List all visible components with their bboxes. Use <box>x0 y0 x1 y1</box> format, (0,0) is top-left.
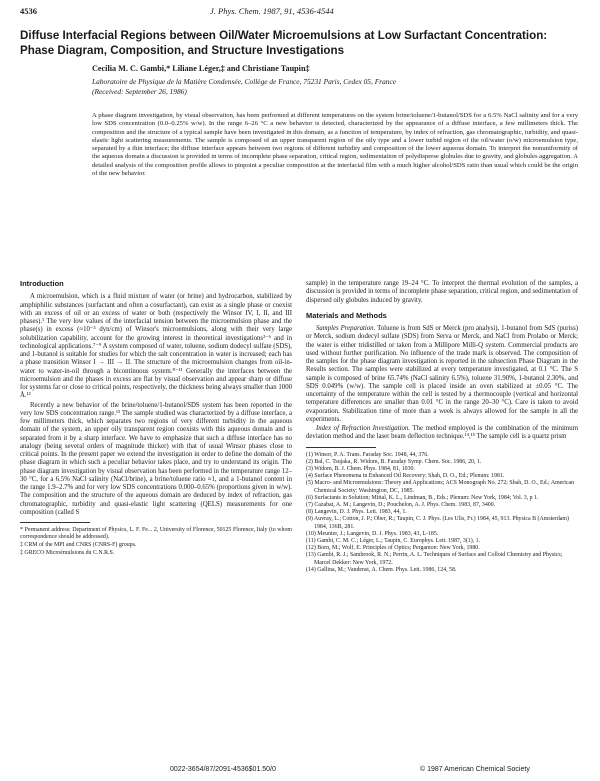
reference-item: (11) Gambi, C. M. C.; Léger, L.; Taupin, C. Europhys. Lett. 1987, 3(1), 1. <box>306 537 481 544</box>
reference-item: (5) Macro- and Microemulsions: Theory and Applications; ACS Monograph No. 272; Shah, D. O., Ed.; American Chemical Society: Washington, DC, 1985. <box>306 480 575 494</box>
intro-continuation: sample) in the temperature range 19–24 °C. To interpret the thermal evolution of the samples, a discussion is provided in terms of incomplete phase separation, critical region, and sedimentation of dispersed oily globules induced by gravity. <box>306 280 578 304</box>
left-column <box>20 280 292 557</box>
reference-item: (12) Born, M.; Wolf, E. Principles of Optics; Pergamon: New York, 1980. <box>306 545 480 552</box>
journal-citation: J. Phys. Chem. 1987, 91, 4536-4544 <box>210 6 334 16</box>
reference-item: (1) Winsor, P. A. Trans. Faraday Soc. 1948, 44, 376. <box>306 451 429 458</box>
article-identifier: 0022-3654/87/2091-4536$01.50/0 <box>170 766 276 773</box>
samples-text: Toluene is from SdS or Merck (pro analysi), 1-butanol from SdS (puriss) or Merck, sodium dodecyl sulfate (SDS) from Serva or Merck, and NaCl from Prolabo or Merck; the water is either tridistilled or taken from a Millipore Milli-Q system. Commercial products are used without further purification. No influence of the trade mark is observed. The composition of the samples for the phase diagram investigation is reported in the subsection Phase Diagram in the Results section. The samples were stabilized at every temperature investigated, at 0.1 °C. The S sample is composed of brine 65.74% (NaCl salinity 6.5%), toluene 31.90%, 1-butanol 2.30%, and SDS 0.049% (w/w). The sample cell is placed inside an oven stabilized at ±0.05 °C. The uncertainty of the temperature within the cell is tested by a thermocouple (vertical and horizontal temperature differences are smaller than 0.01 °C in the range 20–30 °C). Care is taken to avoid evaporation. Stabilization time of more than a week is always allowed for the sample in all the experiments. <box>306 325 578 423</box>
reference-item: (6) Surfactants in Solution; Mittal, K. L., Lindman, B., Eds.; Plenum: New York, 1984; Vol. 3, p 1. <box>306 494 539 501</box>
reference-item: (3) Widom, B. J. Chem. Phys. 1984, 81, 1030. <box>306 465 415 472</box>
copyright-notice: © 1987 American Chemical Society <box>420 766 530 773</box>
reference-item: (13) Gambi, R. J.; Sambrook, R. N.; Perrin, A. L. Techniques of Surface and Colloid Chemistry and Physics; Marcel Dekker: New York, 1972. <box>306 552 563 566</box>
reference-item: (4) Surface Phenomena in Enhanced Oil Recovery; Shah, D. O., Ed.; Plenum: 1981. <box>306 473 505 480</box>
footnotes <box>20 527 292 557</box>
intro-paragraph: Recently a new behavior of the brine/toluene/1-butanol/SDS system has been reported in the very low SDS concentration range.¹³ The sample studied was characterized by a diffuse interface, a few millimeters thick, which separates two regions of very different turbidity in the aqueous domain of the system, an upper oily transparent region coexists with this aqueous domain and is separated from it by a sharp interface. We have to emphasize that such a diffuse interface has no analogy (being several orders of magnitude thicker) with that of usual Winsor phases close to critical points. In the present paper we extend the investigation in order to define the domain of the phase diagram in which such a peculiar behavior takes place, and try to understand its origin. The phase diagram investigation by visual observation has been performed in the temperature range 12–30 °C, for a 6.5% NaCl salinity (NaCl/brine), a brine/toluene ratio ≈1, and a 1-butanol content in the range 1.9–2.7% and for very low SDS concentrations 0.000–0.65% (proportions given in w/w). The composition and the structure of the aqueous domain are deduced by index of refraction, gas chromatographic, turbidity and quasi-elastic light scattering (QELS) measurements for one composition (called S <box>20 401 292 516</box>
refraction-lead: Index of Refraction Investigation. <box>316 425 410 432</box>
refraction-text: The method employed is the combination of the minimum deviation method and the laser beam deflection technique.¹⁴,¹⁵ The sample cell is a quartz prism <box>306 425 578 441</box>
reference-item: (14) Gallina, M.; Vandenst, A. Chem. Phys. Lett. 1986, 124, 58. <box>306 566 457 573</box>
author-list: Cecilia M. C. Gambi,* Liliane Léger,‡ and Christiane Taupin‡ <box>92 64 310 73</box>
intro-paragraph: A microemulsion, which is a fluid mixture of water (or brine) and hydrocarbon, stabilized by amphiphilic substances (surfactant and often a cosurfactant), can exist as a single phase or coexist with an excess of oil or an excess of water or both (respectively the Winsor IV, I, II, and III phases).¹ The very low values of the interfacial tension between the microemulsion phase and the phase(s) in excess (≈10⁻³ dyn/cm) of Winsor's microemulsions, along with their very large solubilization capability, account for the growing interest in theoretical investigations²⁻⁶ and in technological applications.⁷⁻⁹ A system composed of water, toluene, sodium dodecyl sulfate (SDS), and 1-butanol is suitable for studies for which the salt concentration in water is increased; each has a phase transition Winsor I → III → II. The structure of the microemulsion changes from oil-in-water to water-in-oil through a bicontinuous system.⁸⁻¹¹ Generally the interfaces between the microemulsion and the phases in excess are flat by visual observation and appear sharp or diffuse for systems far or close to critical points, respectively, the thickness being always smaller than 1000 Å.¹² <box>20 293 292 400</box>
reference-item: (8) Langevin, D. J. Phys. Lett. 1983, 44, 1. <box>306 509 407 516</box>
reference-item: (7) Cazabat, A. M.; Langevin, D.; Pouchelon, A. J. Phys. Chem. 1983, 87, 3400. <box>306 501 496 508</box>
abstract: A phase diagram investigation, by visual observation, has been performed at different temperatures on the system brine/toluene/1-butanol/SDS for a 6.5% NaCl salinity and for a very low SDS concentration (0.0–0.25% w/w). In the range 6–26 °C a new behavior is detected, characterized by the appearance of a diffuse interface, a few millimeters thick. The composition and the structure of a typical sample have been investigated in this domain, as a function of temperature, by index of refraction, gas chromatographic, turbidity, and quasi-elastic light scattering measurements. The sample is composed of an upper transparent region of the oily type and a lower turbid region of the oil/water (o/w) microemulsion type, separated by a thin interface; the diffuse interface appears between two regions of different turbidity and composition of the lower aqueous domain. To interpret the nonuniformity of the aqueous domain a discussion is provided in terms of incomplete phase separation, critical region, sedimentation of polydisperse globules due to gravity, and globules aggregation. A detailed analysis of the composition profile allows to pinpoint a peculiar composition at the interfacial film with a much higher alcohol/SDS ratio than usual which could be the origin of the new behavior. <box>92 112 578 178</box>
footnote: ‡ CRM of the MPI and CNRS (CNRS-F) groups. <box>20 542 137 549</box>
refraction-paragraph <box>306 425 578 442</box>
footnote: * Permanent address: Department of Physics, L. F. Fe... 2, University of Florence, 50125 Florence, Italy (to whom correspondence should be addressed). <box>20 527 292 541</box>
article-title: Diffuse Interfacial Regions between Oil/Water Microemulsions at Low Surfactant Concentration: Phase Diagram, Composition, and Structure Investigations <box>20 29 548 57</box>
affiliation-block <box>92 77 572 96</box>
received-date: (Received: September 26, 1986) <box>92 86 187 96</box>
affiliation: Laboratoire de Physique de la Matière Condensée, Collège de France, 75231 Paris, Cedex 05, France <box>92 77 397 86</box>
reference-item: (10) Meunier, J.; Langevin, D. J. Phys. 1983, 43, L-185. <box>306 530 439 537</box>
footnote: ‡ GRECO Microémulsions du C.N.R.S. <box>20 550 115 557</box>
footnote-divider <box>20 522 90 523</box>
page-number: 4536 <box>20 6 37 16</box>
running-head <box>20 6 580 18</box>
right-column <box>306 280 578 574</box>
introduction-heading: Introduction <box>20 279 64 288</box>
samples-lead: Samples Preparation. <box>316 325 376 332</box>
methods-heading: Materials and Methods <box>306 310 387 320</box>
reference-list <box>306 452 578 574</box>
samples-paragraph <box>306 325 578 424</box>
reference-item: (2) Bal, C. Tsujaka, R. Widom, B. Faraday Symp. Chem. Soc. 1986, 20, 1. <box>306 458 482 465</box>
references-divider <box>306 447 376 448</box>
reference-item: (9) Auvray, L.; Cotton, J. P.; Ober, R.; Taupin, C. J. Phys. (Les Ulis, Fr.) 1984, 45, 913. Physica B (Amsterdam) 1984, 136B, 281. <box>306 516 569 530</box>
